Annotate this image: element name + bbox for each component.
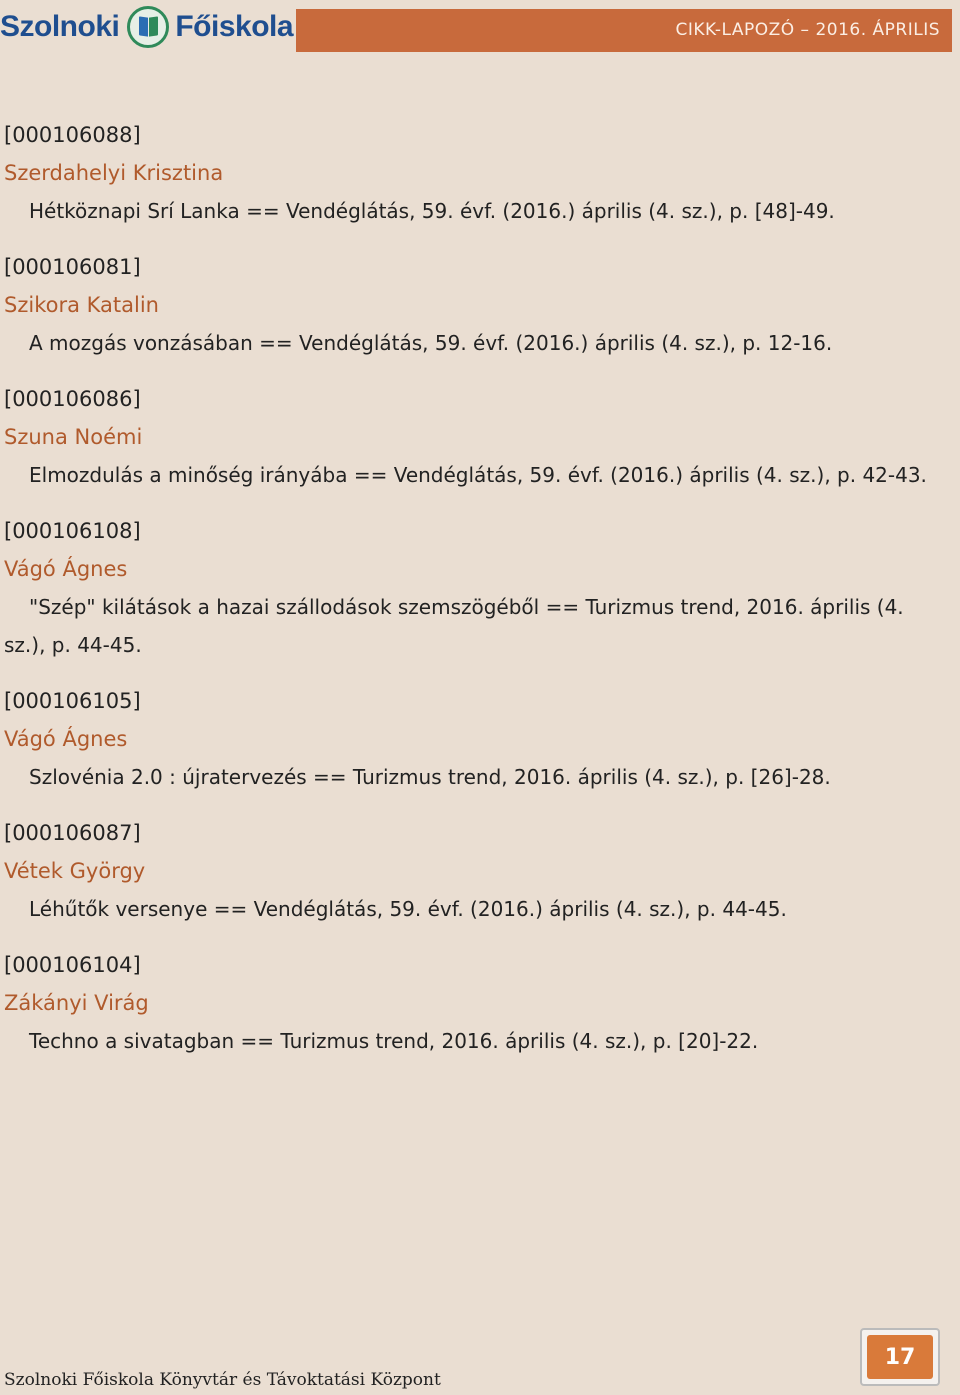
entry-citation: "Szép" kilátások a hazai szállodások szemszögéből == Turizmus trend, 2016. április (4. sz.), p. 44-45.	[4, 595, 904, 657]
entry-id: [000106105]	[4, 689, 141, 713]
list-item	[4, 512, 950, 664]
list-item	[4, 248, 950, 362]
entry-id: [000106087]	[4, 821, 141, 845]
entry-citation: Léhűtők versenye == Vendéglátás, 59. évf. (2016.) április (4. sz.), p. 44-45.	[29, 897, 787, 921]
page-header	[0, 0, 960, 56]
entry-id: [000106104]	[4, 953, 141, 977]
list-item	[4, 814, 950, 928]
list-item	[4, 946, 950, 1060]
entry-citation: A mozgás vonzásában == Vendéglátás, 59. évf. (2016.) április (4. sz.), p. 12-16.	[29, 331, 833, 355]
entry-citation: Elmozdulás a minőség irányába == Vendéglátás, 59. évf. (2016.) április (4. sz.), p. 42-43.	[29, 463, 927, 487]
entry-id: [000106108]	[4, 519, 141, 543]
header-banner	[296, 9, 952, 52]
entry-author: Vétek György	[4, 859, 146, 883]
list-item	[4, 682, 950, 796]
entry-author: Vágó Ágnes	[4, 557, 128, 581]
list-item	[4, 380, 950, 494]
entry-id: [000106086]	[4, 387, 141, 411]
entry-author: Vágó Ágnes	[4, 727, 128, 751]
book-emblem-icon	[127, 6, 169, 48]
entry-author: Szikora Katalin	[4, 293, 159, 317]
logo-text-left: Szolnoki	[0, 10, 120, 43]
entry-citation: Hétköznapi Srí Lanka == Vendéglátás, 59. évf. (2016.) április (4. sz.), p. [48]-49.	[29, 199, 835, 223]
banner-title: CIKK-LAPOZÓ – 2016. ÁPRILIS	[675, 20, 940, 40]
logo-text-right: Főiskola	[175, 10, 294, 43]
entry-author: Zákányi Virág	[4, 991, 149, 1015]
entry-citation: Techno a sivatagban == Turizmus trend, 2016. április (4. sz.), p. [20]-22.	[29, 1029, 759, 1053]
list-item	[4, 116, 950, 230]
page-number: 17	[867, 1335, 933, 1379]
footer-institution: Szolnoki Főiskola Könyvtár és Távoktatási Központ	[4, 1370, 441, 1390]
entry-list	[4, 116, 950, 1078]
entry-author: Szuna Noémi	[4, 425, 143, 449]
entry-citation: Szlovénia 2.0 : újratervezés == Turizmus trend, 2016. április (4. sz.), p. [26]-28.	[29, 765, 831, 789]
entry-id: [000106088]	[4, 123, 141, 147]
entry-author: Szerdahelyi Krisztina	[4, 161, 224, 185]
page-number-box	[860, 1328, 940, 1386]
institution-logo	[0, 4, 293, 50]
entry-id: [000106081]	[4, 255, 141, 279]
